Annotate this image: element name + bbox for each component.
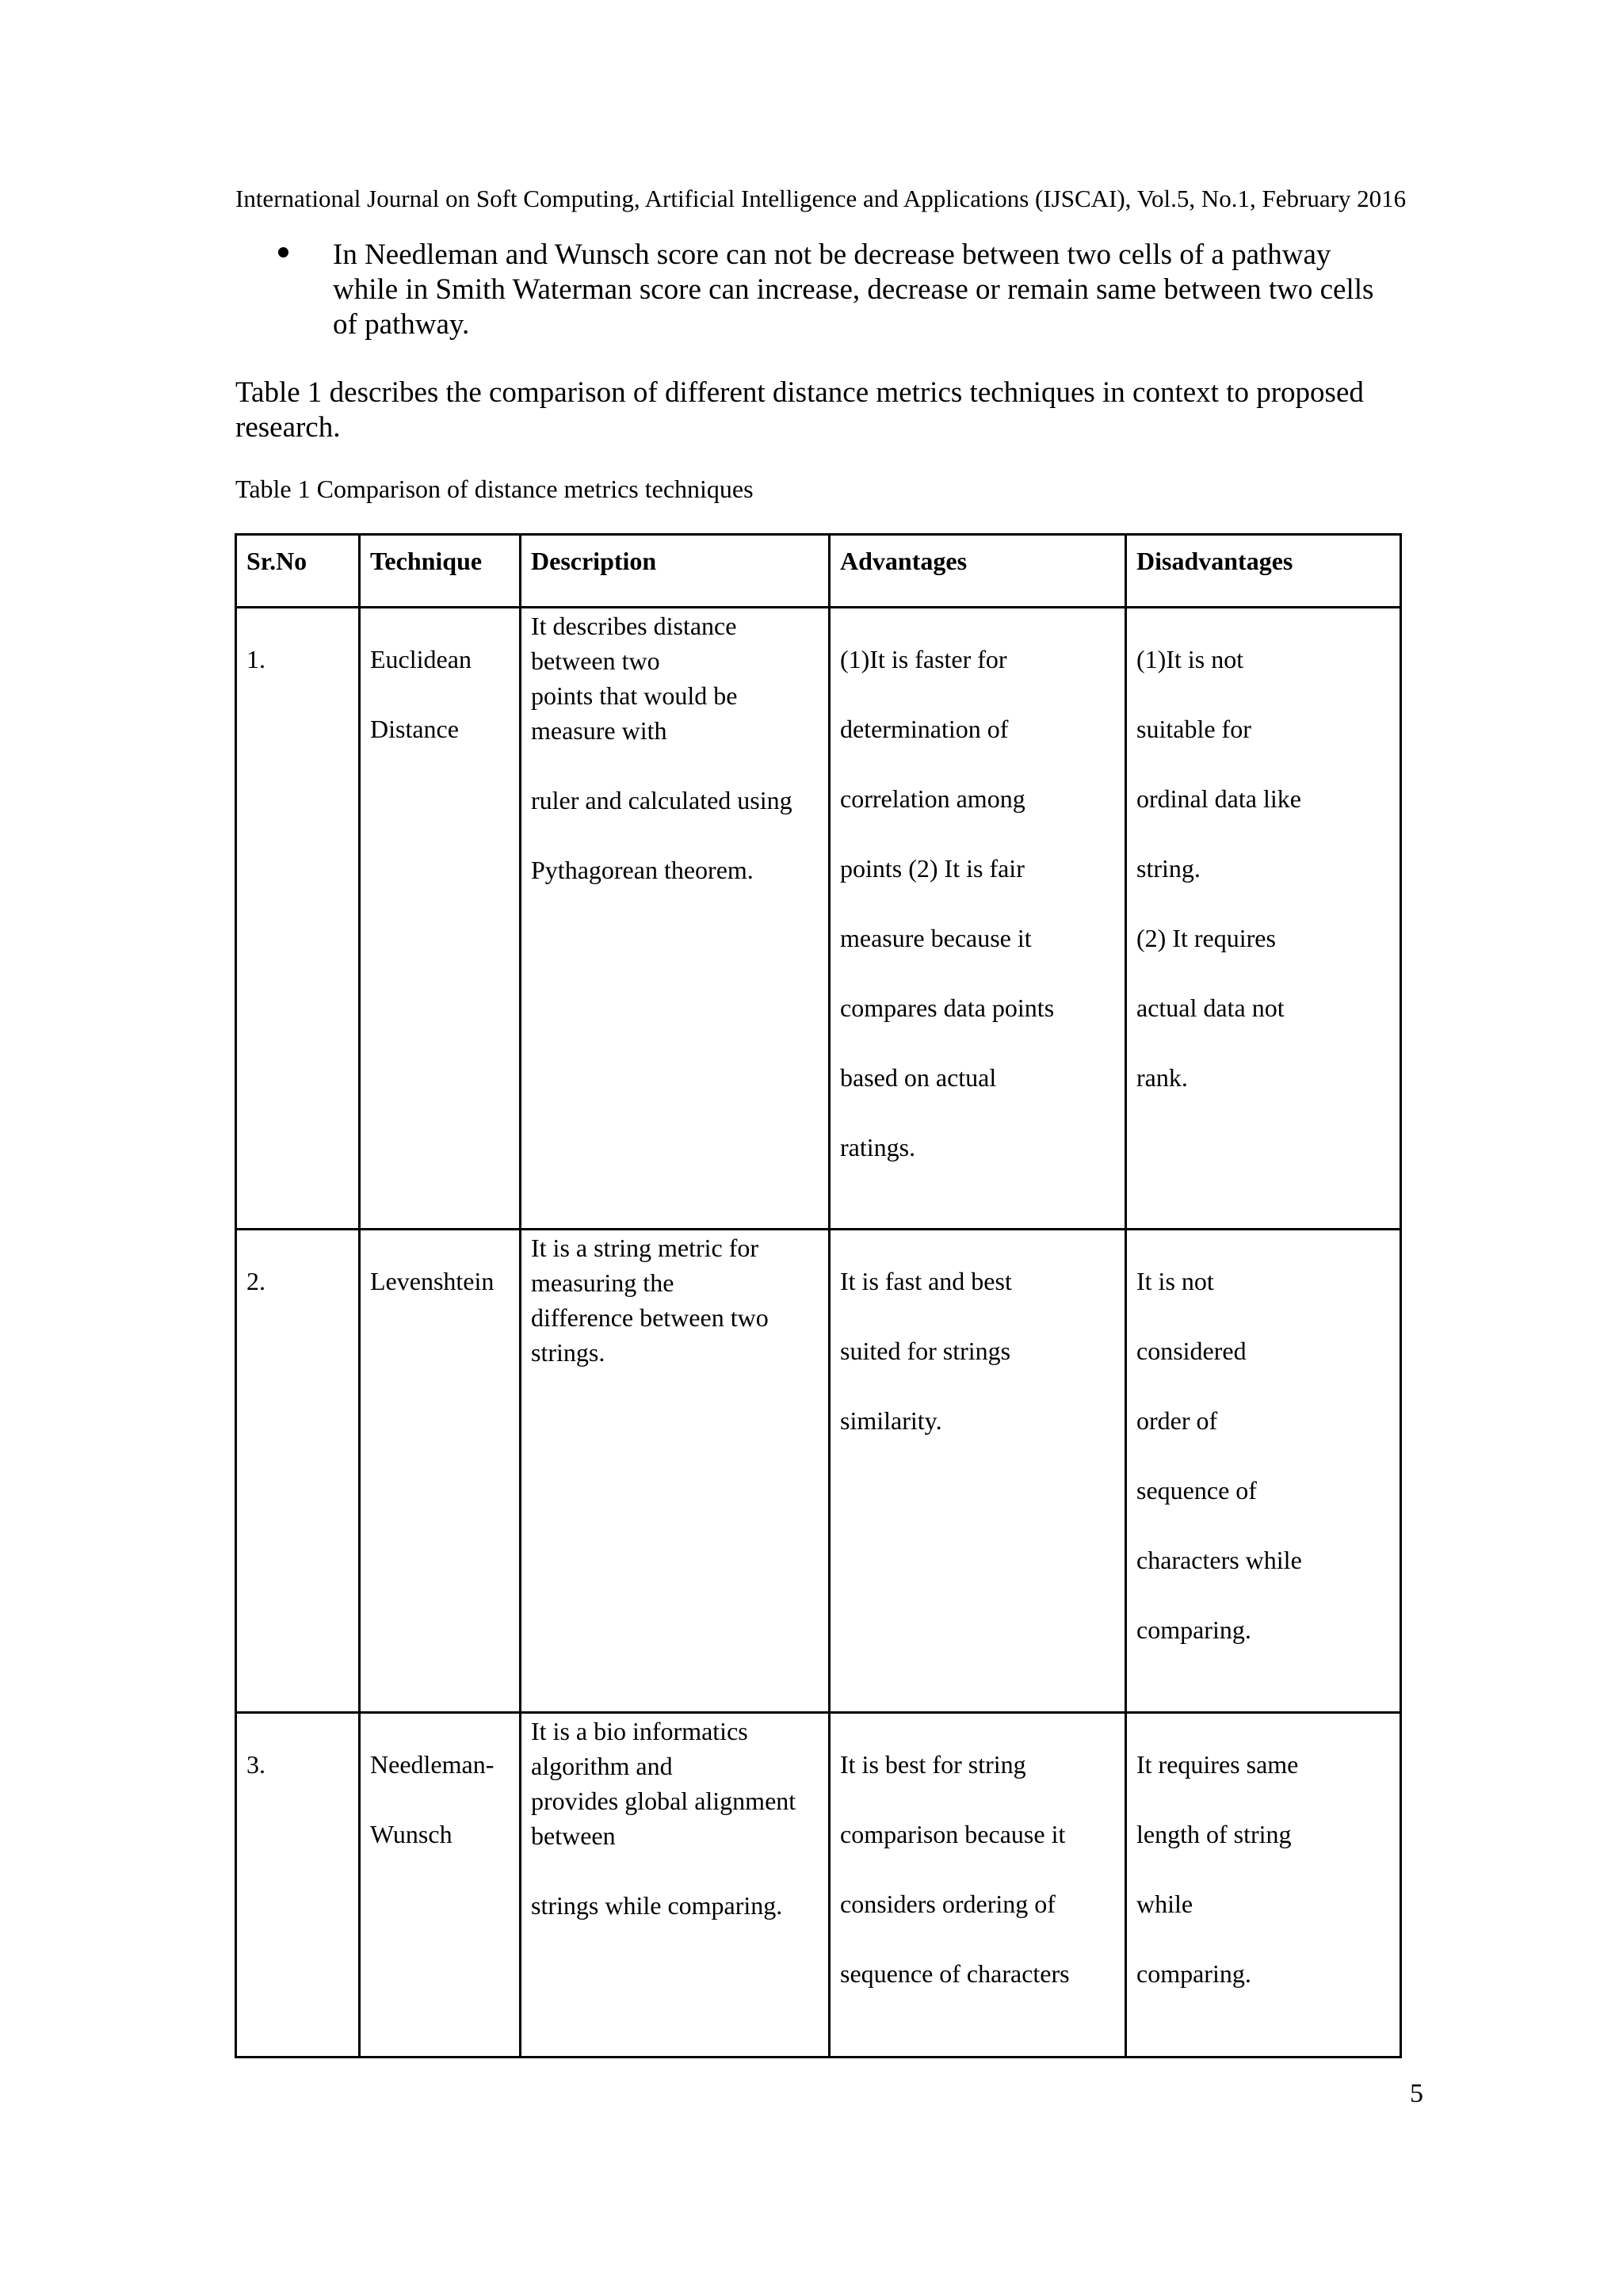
bullet-line: of pathway. <box>333 308 470 341</box>
disadvantages-line: ordinal data like <box>1136 784 1301 813</box>
disadvantages-line: comparing. <box>1136 1615 1251 1644</box>
technique-cell <box>360 608 521 1230</box>
table-row <box>236 1713 1401 2058</box>
advantages-line: measure because it <box>840 924 1032 952</box>
description-line: between <box>531 1821 616 1850</box>
header-cell-sr-no: Sr.No <box>236 535 360 608</box>
table-row <box>236 1230 1401 1713</box>
technique-cell <box>360 1230 521 1713</box>
advantages-line: determination of <box>840 715 1009 743</box>
disadvantages-line: (2) It requires <box>1136 924 1276 952</box>
advantages-line: compares data points <box>840 994 1055 1022</box>
advantages-line: ratings. <box>840 1133 916 1161</box>
description-line: ruler and calculated using <box>531 786 792 814</box>
advantages-line: suited for strings <box>840 1337 1011 1365</box>
technique-line: Distance <box>370 715 459 743</box>
advantages-cell <box>830 608 1126 1230</box>
disadvantages-cell <box>1126 1713 1401 2058</box>
disadvantages-line: It is not <box>1136 1267 1214 1295</box>
advantages-line: It is fast and best <box>840 1267 1012 1295</box>
technique-cell <box>360 1713 521 2058</box>
disadvantages-line: It requires same <box>1136 1750 1299 1779</box>
disadvantages-line: comparing. <box>1136 1959 1251 1988</box>
advantages-line: based on actual <box>840 1063 997 1092</box>
page-number: 5 <box>1410 2079 1423 2108</box>
description-line: difference between two <box>531 1303 769 1332</box>
description-line: strings. <box>531 1338 605 1367</box>
description-line: It describes distance <box>531 612 737 640</box>
disadvantages-line: considered <box>1136 1337 1247 1365</box>
technique-line: Levenshtein <box>370 1267 495 1295</box>
advantages-line: comparison because it <box>840 1820 1066 1848</box>
description-line: It is a string metric for <box>531 1234 759 1262</box>
technique-line: Euclidean <box>370 645 472 673</box>
disadvantages-line: characters while <box>1136 1546 1302 1574</box>
disadvantages-cell <box>1126 608 1401 1230</box>
disadvantages-line: sequence of <box>1136 1476 1257 1505</box>
intro-paragraph <box>235 376 1424 445</box>
advantages-line: points (2) It is fair <box>840 854 1025 883</box>
description-line: It is a bio informatics <box>531 1717 748 1745</box>
running-header: International Journal on Soft Computing, Artificial Intelligence and Applications (IJSCAI), Vol.5, No.1, February 2016 <box>235 185 1407 212</box>
description-cell <box>521 608 830 1230</box>
description-line: provides global alignment <box>531 1787 796 1815</box>
header-cell-disadvantages: Disadvantages <box>1126 535 1401 608</box>
description-cell <box>521 1713 830 2058</box>
header-cell-description: Description <box>521 535 830 608</box>
intro-line: Table 1 describes the comparison of different distance metrics techniques in context to proposed <box>235 376 1364 409</box>
header-cell-technique: Technique <box>360 535 521 608</box>
advantages-line: sequence of characters <box>840 1959 1070 1988</box>
header-cell-advantages: Advantages <box>830 535 1126 608</box>
bullet-text <box>333 238 1425 342</box>
disadvantages-line: while <box>1136 1890 1193 1918</box>
table-header-row <box>236 535 1401 608</box>
sr-no-cell: 3. <box>236 1713 360 2058</box>
table-caption: Table 1 Comparison of distance metrics techniques <box>235 475 754 503</box>
disadvantages-line: actual data not <box>1136 994 1285 1022</box>
technique-line: Wunsch <box>370 1820 453 1848</box>
description-cell <box>521 1230 830 1713</box>
advantages-line: considers ordering of <box>840 1890 1056 1918</box>
technique-line: Needleman- <box>370 1750 495 1779</box>
bullet-line: In Needleman and Wunsch score can not be decrease between two cells of a pathway <box>333 238 1331 271</box>
disadvantages-line: length of string <box>1136 1820 1292 1848</box>
intro-line: research. <box>235 411 341 444</box>
description-line: algorithm and <box>531 1752 673 1780</box>
sr-no-cell: 1. <box>236 608 360 1230</box>
comparison-table <box>235 533 1402 2058</box>
description-line: points that would be <box>531 681 738 710</box>
description-line: Pythagorean theorem. <box>531 856 754 884</box>
description-line: measure with <box>531 716 667 745</box>
disadvantages-line: rank. <box>1136 1063 1188 1092</box>
advantages-cell <box>830 1713 1126 2058</box>
disadvantages-line: order of <box>1136 1406 1218 1435</box>
advantages-cell <box>830 1230 1126 1713</box>
advantages-line: similarity. <box>840 1406 942 1435</box>
advantages-line: It is best for string <box>840 1750 1026 1779</box>
description-line: measuring the <box>531 1268 674 1297</box>
bullet-dot-icon <box>278 247 288 257</box>
table-row <box>236 608 1401 1230</box>
advantages-line: (1)It is faster for <box>840 645 1007 673</box>
disadvantages-line: (1)It is not <box>1136 645 1244 673</box>
advantages-line: correlation among <box>840 784 1025 813</box>
disadvantages-line: suitable for <box>1136 715 1251 743</box>
bullet-line: while in Smith Waterman score can increase, decrease or remain same between two cells <box>333 273 1374 306</box>
bullet-point <box>284 238 1425 342</box>
description-line: strings while comparing. <box>531 1891 783 1920</box>
disadvantages-line: string. <box>1136 854 1201 883</box>
disadvantages-cell <box>1126 1230 1401 1713</box>
sr-no-cell: 2. <box>236 1230 360 1713</box>
description-line: between two <box>531 646 660 675</box>
